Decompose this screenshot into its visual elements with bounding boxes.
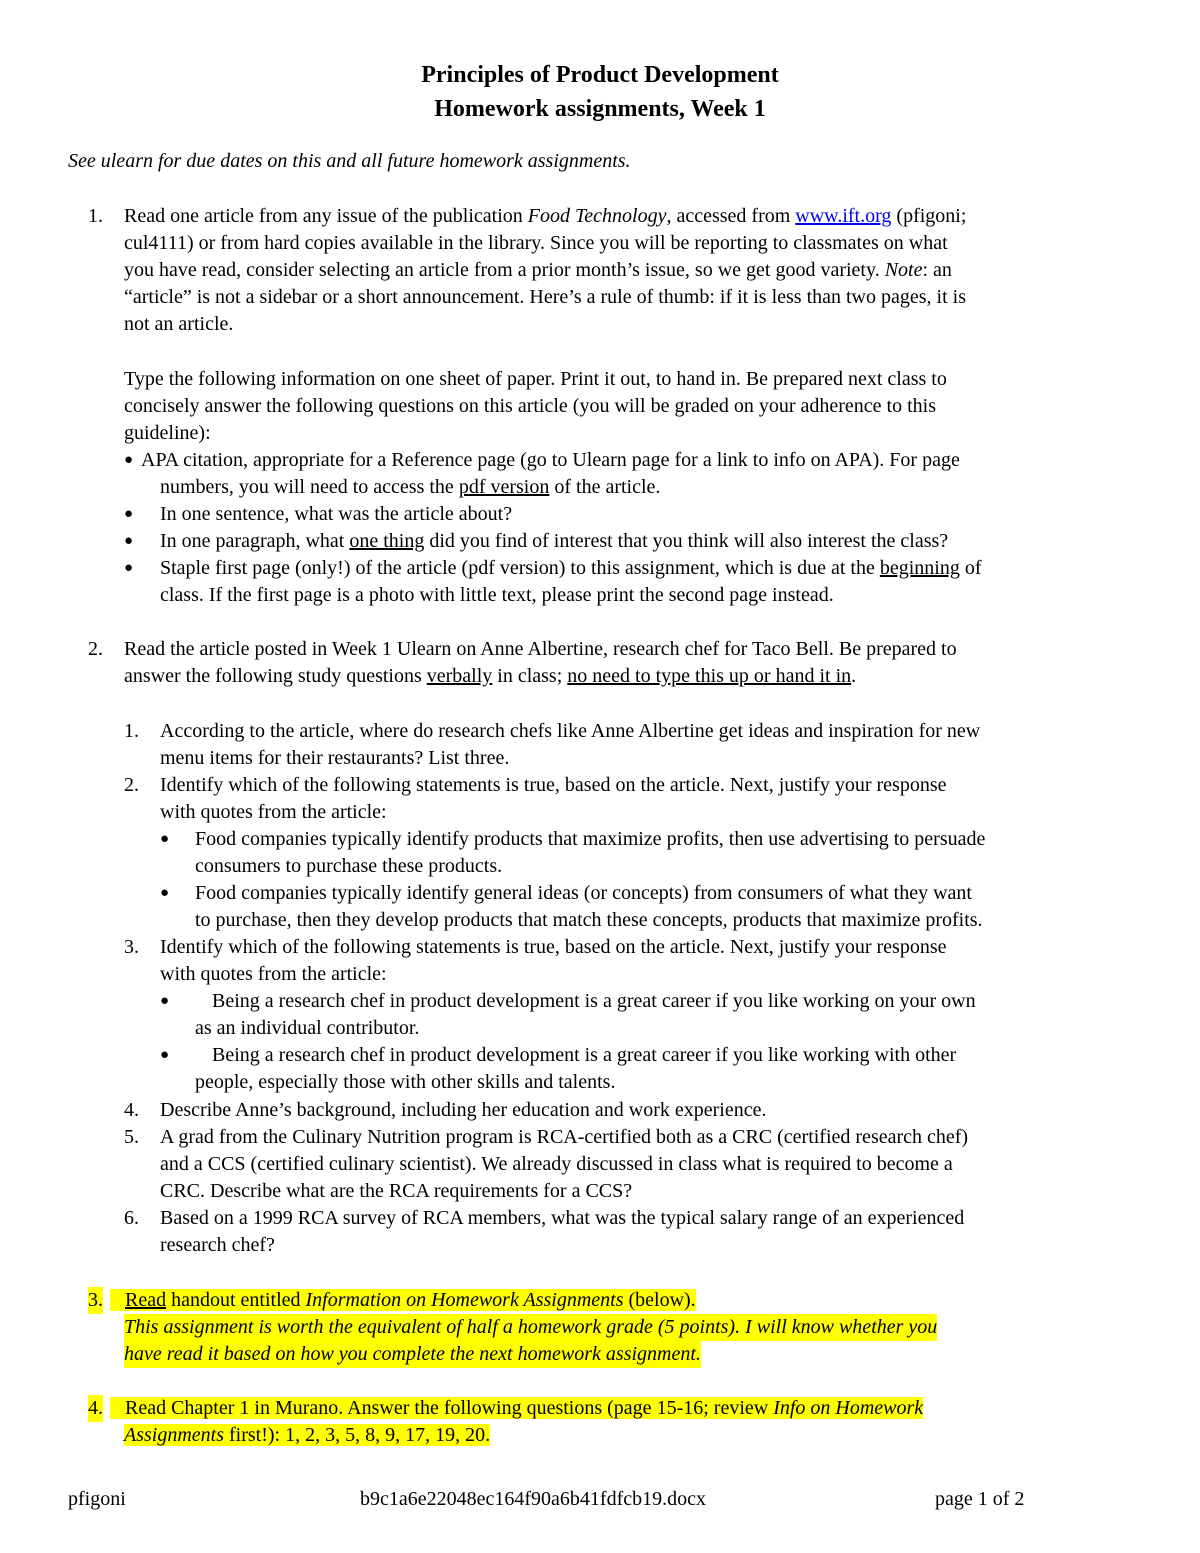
document-title: Principles of Product Development <box>421 62 779 88</box>
text: numbers, you will need to access the <box>160 476 459 498</box>
item-number: 1. <box>88 205 103 227</box>
bullet-text: consumers to purchase these products. <box>195 855 503 877</box>
bullet-icon: ● <box>124 452 134 468</box>
question-line: CRC. Describe what are the RCA requirements for a CCS? <box>160 1180 633 1202</box>
bullet-text: Being a research chef in product development is a great career if you like working on your own <box>212 990 976 1012</box>
text: did you find of interest that you think will also interest the class? <box>424 530 949 552</box>
bullet-text <box>160 474 660 501</box>
text: (below). <box>623 1289 696 1311</box>
item-line <box>124 663 856 690</box>
item-line: Read the article posted in Week 1 Ulearn on Anne Albertine, research chef for Taco Bell. Be prepared to <box>124 638 957 660</box>
text: Read Chapter 1 in Murano. Answer the following questions (page 15-16; review <box>125 1397 774 1419</box>
bullet-text: Being a research chef in product development is a great career if you like working with other <box>212 1044 957 1066</box>
question-line: with quotes from the article: <box>160 963 387 985</box>
text: answer the following study questions <box>124 665 427 687</box>
underlined-text: beginning <box>879 557 960 579</box>
bullet-icon: ● <box>160 1047 170 1063</box>
question-number: 6. <box>124 1207 139 1229</box>
bullet-icon: ● <box>124 560 134 576</box>
bullet-text: people, especially those with other skills and talents. <box>195 1071 616 1093</box>
question-line: with quotes from the article: <box>160 801 387 823</box>
bullet-text: to purchase, then they develop products that match these concepts, products that maximize profits. <box>195 909 983 931</box>
underlined-text: pdf version <box>458 476 550 498</box>
question-line: Identify which of the following statements is true, based on the article. Next, justify your response <box>160 936 947 958</box>
question-number: 4. <box>124 1099 139 1121</box>
bullet-text: class. If the first page is a photo with little text, please print the second page instead. <box>160 584 834 606</box>
bullet-text <box>160 555 982 582</box>
bullet-icon: ● <box>160 831 170 847</box>
item-line: have read it based on how you complete the next homework assignment. <box>124 1341 701 1368</box>
italic-text: Info on Homework <box>773 1397 924 1419</box>
bullet-text: as an individual contributor. <box>195 1017 420 1039</box>
question-number: 1. <box>124 720 139 742</box>
underlined-text: no need to type this up or hand it in <box>567 665 852 687</box>
text: of <box>959 557 982 579</box>
bullet-icon: ● <box>124 506 134 522</box>
handout-title: Information on Homework Assignments <box>305 1289 624 1311</box>
text: in class; <box>492 665 568 687</box>
question-line: A grad from the Culinary Nutrition program is RCA-certified both as a CRC (certified research chef) <box>160 1126 969 1148</box>
bullet-icon: ● <box>160 993 170 1009</box>
question-line: Describe Anne’s background, including her education and work experience. <box>160 1099 767 1121</box>
question-number: 2. <box>124 774 139 796</box>
text: In one paragraph, what <box>160 530 350 552</box>
text: , accessed from <box>666 205 796 227</box>
item-line: “article” is not a sidebar or a short announcement. Here’s a rule of thumb: if it is less than two pages, it is <box>124 286 966 308</box>
underlined-text: one thing <box>349 530 425 552</box>
footer-filename: b9c1a6e22048ec164f90a6b41fdfcb19.docx <box>360 1488 706 1510</box>
question-line: and a CCS (certified culinary scientist). We already discussed in class what is required to become a <box>160 1153 953 1175</box>
item-line <box>110 1287 696 1314</box>
footer-page-number: page 1 of 2 <box>935 1488 1025 1510</box>
bullet-text: Food companies typically identify general ideas (or concepts) from consumers of what they want <box>195 882 972 904</box>
question-number: 3. <box>124 936 139 958</box>
bullet-icon: ● <box>160 885 170 901</box>
italic-text: Assignments <box>124 1424 224 1446</box>
text: Read one article from any issue of the publication <box>124 205 528 227</box>
text: (pfigoni; <box>891 205 967 227</box>
highlight-gap <box>110 1289 125 1311</box>
item-line <box>124 203 966 230</box>
document-subtitle: Homework assignments, Week 1 <box>434 96 766 122</box>
note-label: Note <box>884 259 923 281</box>
text: of the article. <box>549 476 661 498</box>
item-number: 3. <box>88 1287 103 1314</box>
question-line: menu items for their restaurants? List three. <box>160 747 510 769</box>
item-line: This assignment is worth the equivalent of half a homework grade (5 points). I will know whether you <box>124 1314 937 1341</box>
text: : an <box>922 259 952 281</box>
question-line: According to the article, where do research chefs like Anne Albertine get ideas and inspiration for new <box>160 720 981 742</box>
text: you have read, consider selecting an article from a prior month’s issue, so we get good variety. <box>124 259 885 281</box>
bullet-text <box>160 528 948 555</box>
underlined-text: verbally <box>426 665 493 687</box>
document-header <box>0 58 1200 126</box>
bullet-text: APA citation, appropriate for a Reference page (go to Ulearn page for a link to info on APA). For page <box>141 449 960 471</box>
item-line: not an article. <box>124 313 234 335</box>
item-number: 2. <box>88 638 103 660</box>
publication-name: Food Technology <box>527 205 667 227</box>
question-line: Based on a 1999 RCA survey of RCA members, what was the typical salary range of an experienced <box>160 1207 965 1229</box>
item-line <box>124 257 952 284</box>
question-line: Identify which of the following statements is true, based on the article. Next, justify your response <box>160 774 947 796</box>
text: Staple first page (only!) of the article (pdf version) to this assignment, which is due at the <box>160 557 880 579</box>
question-number: 5. <box>124 1126 139 1148</box>
bullet-icon: ● <box>124 533 134 549</box>
text: . <box>851 665 857 687</box>
highlight-gap <box>110 1397 125 1419</box>
ift-link[interactable]: www.ift.org <box>795 205 892 227</box>
question-line: research chef? <box>160 1234 275 1256</box>
item-line <box>110 1395 923 1422</box>
item-line <box>124 1422 490 1449</box>
item-line: guideline): <box>124 422 211 444</box>
bullet-text: In one sentence, what was the article about? <box>160 503 513 525</box>
bullet-text: Food companies typically identify products that maximize profits, then use advertising to persuade <box>195 828 986 850</box>
item-line: cul4111) or from hard copies available in the library. Since you will be reporting to classmates on what <box>124 232 948 254</box>
item-line: concisely answer the following questions on this article (you will be graded on your adherence to this <box>124 395 937 417</box>
underlined-text: Read <box>125 1289 167 1311</box>
item-line: Type the following information on one sheet of paper. Print it out, to hand in. Be prepared next class to <box>124 368 947 390</box>
item-number: 4. <box>88 1395 103 1422</box>
intro-note: See ulearn for due dates on this and all future homework assignments. <box>68 150 631 172</box>
footer-author: pfigoni <box>68 1488 126 1510</box>
question-list: first!): 1, 2, 3, 5, 8, 9, 17, 19, 20. <box>224 1424 491 1446</box>
text: handout entitled <box>166 1289 306 1311</box>
